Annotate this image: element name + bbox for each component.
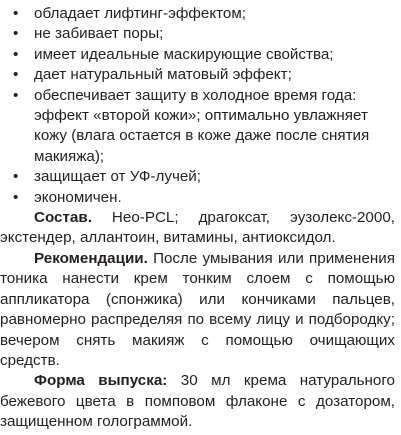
list-item-text: не забивает поры; [34, 25, 164, 43]
bullet-mark: • [13, 25, 19, 43]
bullet-mark: • [13, 168, 19, 186]
list-item-text: экономичен. [34, 188, 122, 206]
recommendations-text: После умывания или применения тоника нанести крем тонким слоем с помощью аппликатора (спонжика) или кончиками пальцев, равномерно распределяя по всему лицу и подбородку; вечером снять макияж с помощью очищающих средств. [0, 249, 395, 369]
recommendations-paragraph [0, 249, 395, 371]
list-item-text: обладает лифтинг-эффектом; [34, 5, 247, 22]
bullet-mark: • [13, 188, 19, 206]
list-item [0, 4, 395, 24]
list-item-text: защищает от УФ-лучей; [34, 168, 202, 186]
composition-paragraph [0, 208, 395, 249]
list-item [0, 188, 395, 208]
document-body [0, 4, 395, 433]
list-item [0, 24, 395, 44]
list-item [0, 65, 395, 85]
list-item [0, 45, 395, 65]
list-item-text: дает натуральный матовый эффект; [34, 66, 292, 84]
recommendations-label: Рекомендации. [34, 249, 148, 267]
release-form-label: Форма выпуска: [34, 372, 168, 390]
list-item-text: имеет идеальные маскирующие свойства; [34, 45, 334, 63]
properties-list [0, 4, 395, 208]
bullet-mark: • [13, 45, 19, 63]
bullet-mark: • [13, 86, 19, 104]
bullet-mark: • [13, 5, 19, 22]
release-form-text: 30 мл крема натурального бежевого цвета в помповом флаконе с дозатором, защищенном голограммой. [0, 372, 395, 431]
release-form-paragraph [0, 371, 395, 432]
list-item-text: обеспечивает защиту в холодное время года: эффект «второй кожи»; оптимально увлажняет кожу (влага остается в коже даже после снятия макияжа); [34, 86, 370, 165]
list-item [0, 167, 395, 187]
composition-text: Нео-PCL; драгоксат, эузолекс-2000, экстендер, аллантоин, витамины, антиоксидол. [0, 209, 395, 247]
bullet-mark: • [13, 66, 19, 84]
composition-label: Состав. [34, 209, 92, 227]
list-item [0, 86, 395, 168]
